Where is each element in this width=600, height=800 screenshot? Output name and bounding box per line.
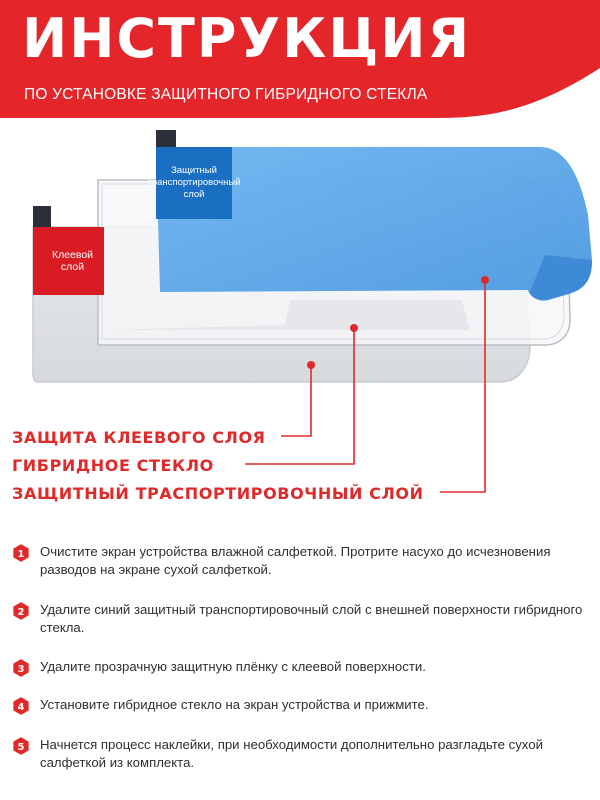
step-number-badge: [12, 737, 30, 755]
step-item: [12, 543, 592, 579]
step-text: Очистите экран устройства влажной салфеткой. Протрите насухо до исчезновения разводов на экране сухой салфеткой.: [40, 544, 551, 577]
step-number-badge: [12, 602, 30, 620]
transport-layer-tag: Защитный транспортировочный слой: [156, 147, 232, 219]
step-text: Начнется процесс наклейки, при необходимости дополнительно разгладьте сухой салфеткой из комплекта.: [40, 737, 543, 770]
svg-text:1: 1: [17, 549, 25, 560]
step-item: [12, 696, 592, 715]
page-subtitle: ПО УСТАНОВКЕ ЗАЩИТНОГО ГИБРИДНОГО СТЕКЛА: [24, 86, 428, 103]
step-number-badge: [12, 659, 30, 677]
layers-diagram: [0, 120, 600, 520]
svg-text:5: 5: [17, 742, 25, 753]
adhesive-layer-tag: Клеевой слой: [33, 227, 104, 295]
layer-label-adhesive-protection: ЗАЩИТА КЛЕЕВОГО СЛОЯ: [12, 428, 266, 447]
header-banner: [0, 0, 600, 130]
page-title: ИНСТРУКЦИЯ: [22, 7, 472, 70]
step-text: Удалите прозрачную защитную плёнку с клеевой поверхности.: [40, 659, 426, 674]
step-item: [12, 736, 592, 772]
step-text: Удалите синий защитный транспортировочный слой с внешней поверхности гибридного стекла.: [40, 602, 583, 635]
step-number-badge: [12, 544, 30, 562]
step-item: [12, 658, 592, 677]
step-text: Установите гибридное стекло на экран устройства и прижмите.: [40, 697, 429, 712]
step-number-badge: [12, 697, 30, 715]
layer-label-hybrid-glass: ГИБРИДНОЕ СТЕКЛО: [12, 456, 214, 475]
svg-text:2: 2: [17, 607, 25, 618]
svg-text:3: 3: [17, 664, 25, 675]
svg-text:4: 4: [17, 702, 25, 713]
step-item: [12, 601, 592, 637]
layer-label-transport-layer: ЗАЩИТНЫЙ ТРАСПОРТИРОВОЧНЫЙ СЛОЙ: [12, 484, 424, 503]
